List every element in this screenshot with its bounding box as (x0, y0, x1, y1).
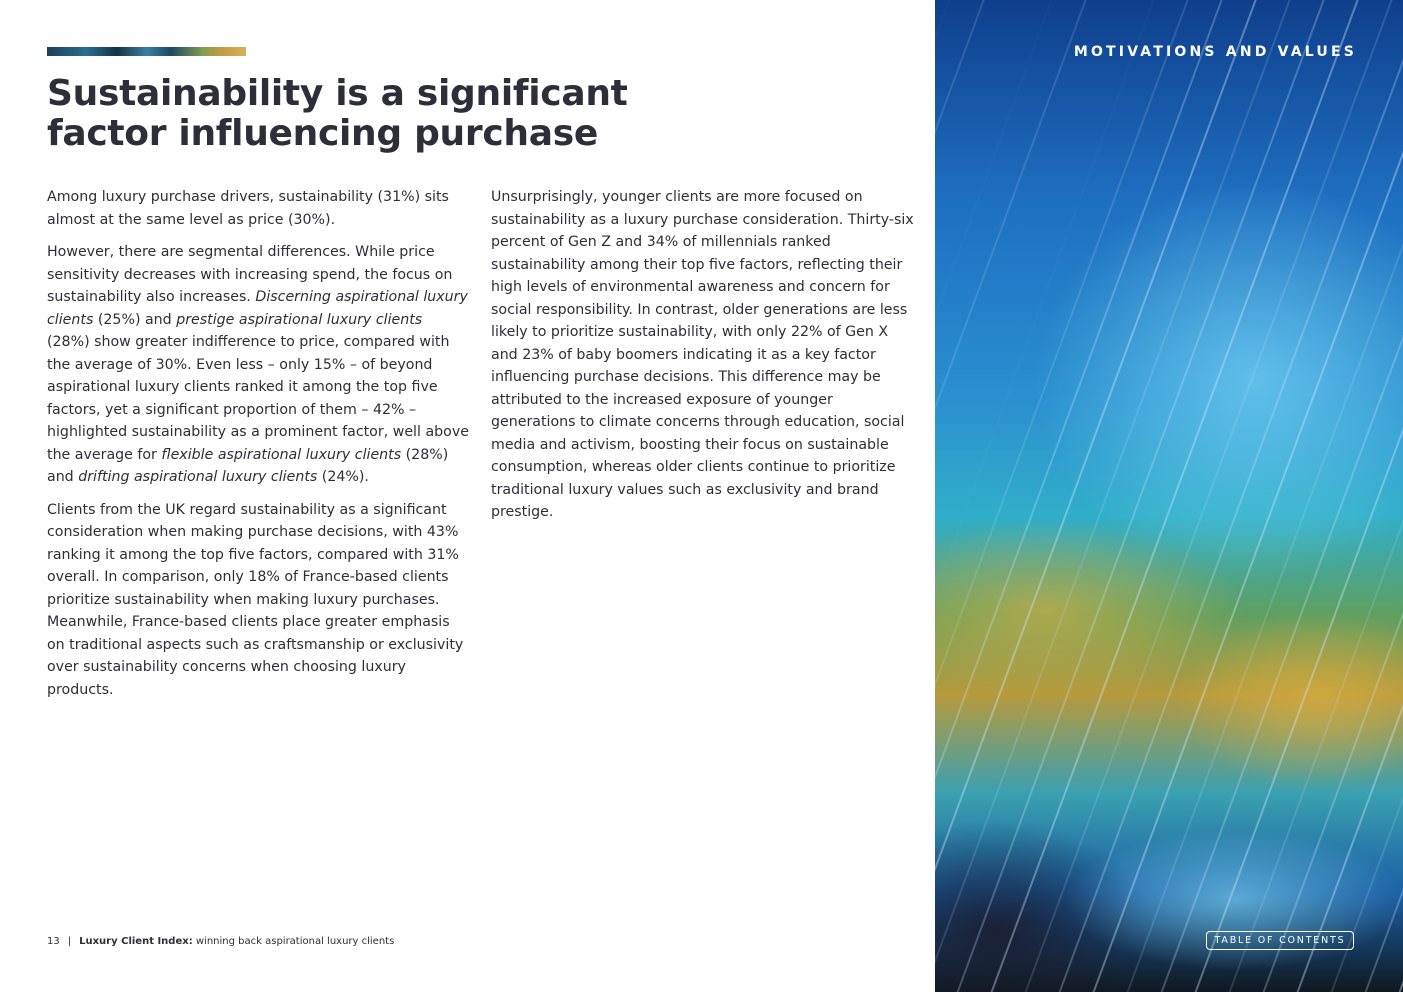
left-paragraph-1: Among luxury purchase drivers, sustainability (31%) sits almost at the same level as price (30%). (47, 189, 449, 228)
labradorite-photo (935, 0, 1403, 992)
paragraph-text: However, there are segmental differences. While price sensitivity decreases with increasing spend, the focus on sustainability also increases. (47, 244, 453, 305)
paragraph-text: (25%) and (93, 311, 177, 328)
report-title: Luxury Client Index: (79, 936, 193, 947)
report-subtitle: winning back aspirational luxury clients (192, 936, 395, 947)
paragraph-text: (28%) show greater indifference to price, compared with the average of 30%. Even less – only 15% – of beyond aspirational luxury clients ranked it among the top five factors, yet a significant proportion of them – 42% – highlighted sustainability as a prominent factor, well above the average for (47, 334, 469, 463)
right-column (491, 186, 915, 534)
paragraph-text: (24%). (317, 469, 369, 485)
segment-name: drifting aspirational luxury clients (78, 469, 318, 485)
left-paragraph-2 (47, 241, 469, 489)
segment-name: prestige aspirational luxury clients (176, 311, 423, 328)
table-of-contents-button[interactable]: TABLE OF CONTENTS (1206, 931, 1354, 950)
left-paragraph-3: Clients from the UK regard sustainability as a significant consideration when making purchase decisions, with 43% ranking it among the top five factors, compared with 31% overall. In comparison, only 18% of France-based clients prioritize sustainability when making luxury purchases. Meanwhile, France-based clients place greater emphasis on traditional aspects such as craftsmanship or exclusivity over sustainability concerns when choosing luxury products. (47, 501, 464, 698)
footer-separator: | (67, 936, 72, 947)
paragraph-text: (28%) and (47, 446, 449, 485)
left-column (47, 186, 469, 711)
right-paragraph-1: Unsurprisingly, younger clients are more focused on sustainability as a luxury purchase consideration. Thirty-six percent of Gen Z and 34% of millennials ranked sustainability among their top five factors, reflecting their high levels of environmental awareness and concern for social responsibility. In contrast, older generations are less likely to prioritize sustainability, with only 22% of Gen X and 23% of baby boomers indicating it as a key factor influencing purchase decisions. This difference may be attributed to the increased exposure of younger generations to climate concerns through education, social media and activism, boosting their focus on sustainable consumption, whereas older clients continue to prioritize traditional luxury values such as exclusivity and brand prestige. (491, 189, 914, 520)
accent-strip (47, 47, 246, 56)
footer (47, 936, 394, 947)
segment-name: flexible aspirational luxury clients (161, 446, 402, 463)
section-label: MOTIVATIONS AND VALUES (1073, 44, 1357, 60)
page-title: Sustainability is a significant factor influencing purchase (47, 73, 628, 154)
mineral-texture (935, 0, 1403, 992)
page-number: 13 (47, 936, 60, 947)
segment-name: Discerning aspirational luxury clients (47, 289, 468, 328)
